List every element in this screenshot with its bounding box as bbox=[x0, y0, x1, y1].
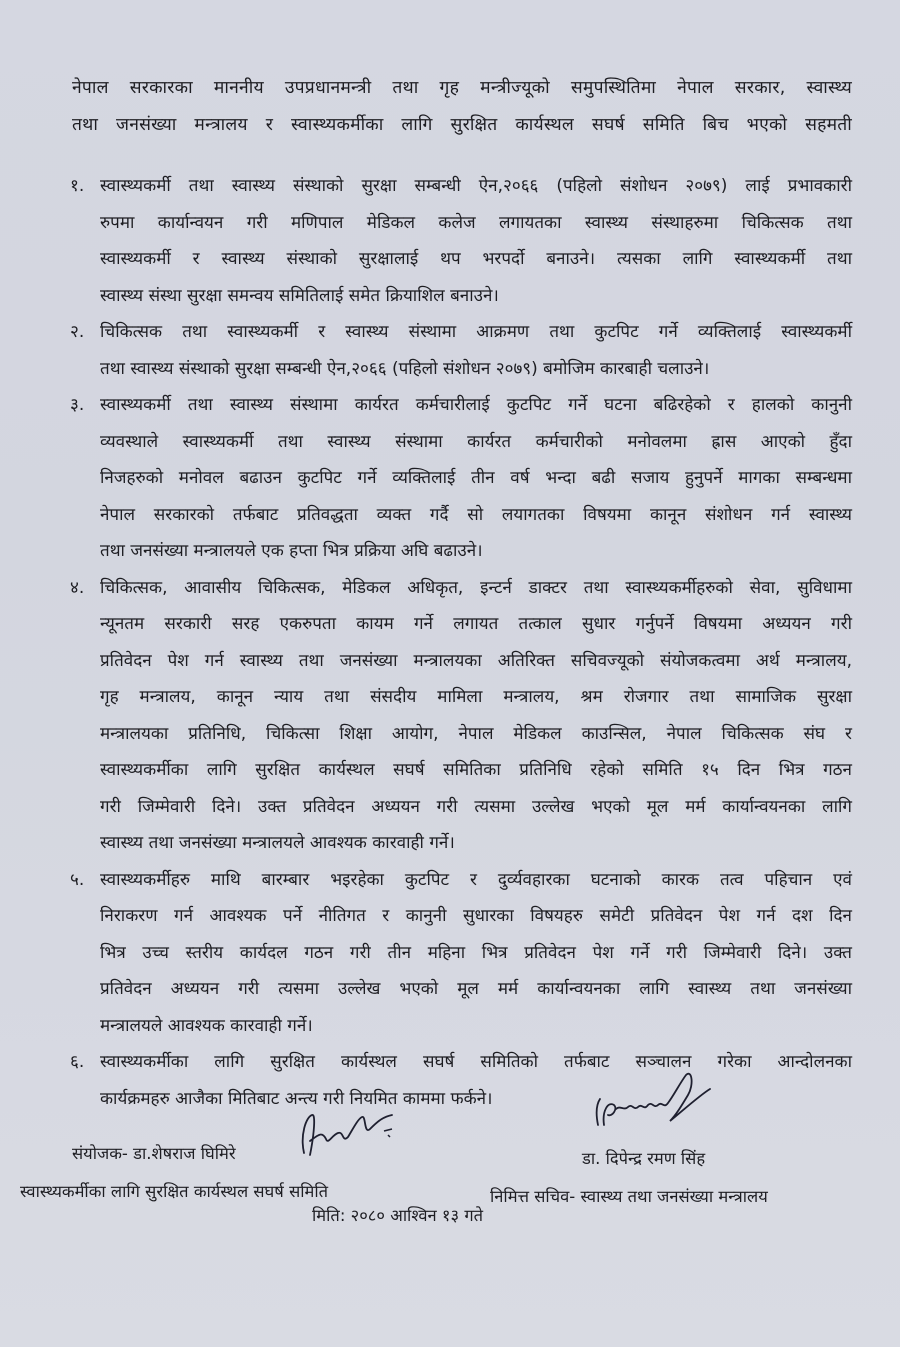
point-text-line: स्वास्थ्यकर्मी तथा स्वास्थ्य संस्थाको सुरक्षा सम्बन्धी ऐन,२०६६ (पहिलो संशोधन २०७९) लाई प्रभावकारी bbox=[100, 176, 852, 196]
point-text-line: निजहरुको मनोवल बढाउन कुटपिट गर्ने व्यक्तिलाई तीन वर्ष भन्दा बढी सजाय हुनुपर्ने मागका सम्बन्धमा bbox=[100, 468, 852, 488]
agreement-point bbox=[70, 314, 852, 387]
point-text bbox=[100, 1044, 852, 1117]
agreement-points bbox=[70, 168, 852, 1117]
signatory-right-org: निमित्त सचिव- स्वास्थ्य तथा जनसंख्या मन्त्रालय bbox=[490, 1187, 768, 1206]
point-number: २. bbox=[70, 322, 85, 342]
title-line-2: तथा जनसंख्या मन्त्रालय र स्वास्थ्यकर्मीका लागि सुरक्षित कार्यस्थल सघर्ष समिति बिच भएको सहमती bbox=[72, 115, 852, 135]
title-line-1: नेपाल सरकारका माननीय उपप्रधानमन्त्री तथा गृह मन्त्रीज्यूको समुपस्थितिमा नेपाल सरकार, स्वास्थ्य bbox=[72, 78, 852, 98]
point-text-line: स्वास्थ्यकर्मीका लागि सुरक्षित कार्यस्थल सघर्ष समितिको तर्फबाट सञ्चालन गरेका आन्दोलनका bbox=[100, 1052, 852, 1072]
point-text-line: तथा स्वास्थ्य संस्थाको सुरक्षा सम्बन्धी ऐन,२०६६ (पहिलो संशोधन २०७९) बमोजिम कारबाही चलाउने। bbox=[100, 358, 710, 379]
point-text-line: व्यवस्थाले स्वास्थ्यकर्मी तथा स्वास्थ्य संस्थामा कार्यरत कर्मचारीको मनोवलमा ह्रास आएको हुँदा bbox=[100, 431, 852, 452]
agreement-point bbox=[70, 387, 852, 570]
agreement-point bbox=[70, 862, 852, 1045]
point-text-line: प्रतिवेदन पेश गर्न स्वास्थ्य तथा जनसंख्या मन्त्रालयका अतिरिक्त सचिवज्यूको संयोजकत्वमा अर्थ मन्त्रालय, bbox=[100, 650, 852, 671]
point-text-line: नेपाल सरकारको तर्फबाट प्रतिवद्धता व्यक्त गर्दै सो लयागतका विषयमा कानून संशोधन गर्न स्वास्थ्य bbox=[100, 504, 852, 525]
point-text-line: चिकित्सक, आवासीय चिकित्सक, मेडिकल अधिकृत, इन्टर्न डाक्टर तथा स्वास्थ्यकर्मीहरुको सेवा, सुविधामा bbox=[100, 577, 852, 598]
point-text-line: स्वास्थ्यकर्मीका लागि सुरक्षित कार्यस्थल सघर्ष समितिका प्रतिनिधि रहेको समिति १५ दिन भित्र गठन bbox=[100, 760, 852, 780]
point-number: १. bbox=[70, 176, 85, 196]
signatory-right bbox=[490, 1140, 870, 1216]
point-text-line: स्वास्थ्यकर्मी तथा स्वास्थ्य संस्थामा कार्यरत कर्मचारीलाई कुटपिट गर्ने घटना बढिरहेको र हालको कानुनी bbox=[100, 395, 852, 415]
point-text-line: प्रतिवेदन अध्ययन गरी त्यसमा उल्लेख भएको मूल मर्म कार्यान्वयनका लागि स्वास्थ्य तथा जनसंख्या bbox=[100, 979, 852, 999]
point-text-line: स्वास्थ्य तथा जनसंख्या मन्त्रालयले आवश्यक कारवाही गर्ने। bbox=[100, 833, 455, 853]
signatory-left-org: स्वास्थ्यकर्मीका लागि सुरक्षित कार्यस्थल सघर्ष समिति bbox=[20, 1182, 329, 1201]
point-text-line: कार्यक्रमहरु आजैका मितिबाट अन्त्य गरी नियमित काममा फर्कने। bbox=[100, 1088, 493, 1109]
point-text-line: निराकरण गर्न आवश्यक पर्ने नीतिगत र कानुनी सुधारका विषयहरु समेटी प्रतिवेदन पेश गर्न दश दिन bbox=[100, 906, 852, 926]
agreement-point bbox=[70, 168, 852, 314]
point-text bbox=[100, 314, 852, 387]
point-text bbox=[100, 570, 852, 862]
document-date: मिति: २०८० आश्विन १३ गते bbox=[312, 1206, 484, 1225]
point-number: ३. bbox=[70, 395, 85, 415]
agreement-point bbox=[70, 1044, 852, 1117]
point-text bbox=[100, 387, 852, 570]
point-number: ५. bbox=[70, 869, 85, 890]
point-text-line: स्वास्थ्यकर्मी र स्वास्थ्य संस्थाको सुरक्षालाई थप भरपर्दो बनाउने। त्यसका लागि स्वास्थ्यकर्मी तथा bbox=[100, 249, 852, 269]
point-number: ४. bbox=[70, 577, 85, 598]
signature-right-icon bbox=[590, 1065, 720, 1135]
point-text-line: न्यूनतम सरकारी सरह एकरुपता कायम गर्ने लगायत तत्काल सुधार गर्नुपर्ने विषयमा अध्ययन गरी bbox=[100, 614, 852, 634]
point-text bbox=[100, 168, 852, 314]
signatory-left bbox=[20, 1135, 420, 1211]
signatory-left-name: संयोजक- डा.शेषराज घिमिरे bbox=[72, 1144, 236, 1163]
point-text-line: मन्त्रालयका प्रतिनिधि, चिकित्सा शिक्षा आयोग, नेपाल मेडिकल काउन्सिल, नेपाल चिकित्सक संघ र bbox=[100, 723, 852, 744]
point-text bbox=[100, 862, 852, 1045]
point-text-line: भित्र उच्च स्तरीय कार्यदल गठन गरी तीन महिना भित्र प्रतिवेदन पेश गर्ने गरी जिम्मेवारी दिने। उक्त bbox=[100, 942, 852, 963]
signatory-right-name: डा. दिपेन्द्र रमण सिंह bbox=[582, 1149, 706, 1168]
point-text-line: तथा जनसंख्या मन्त्रालयले एक हप्ता भित्र प्रक्रिया अघि बढाउने। bbox=[100, 541, 483, 561]
point-text-line: रुपमा कार्यान्वयन गरी मणिपाल मेडिकल कलेज लगायतका स्वास्थ्य संस्थाहरुमा चिकित्सक तथा bbox=[100, 212, 852, 233]
agreement-point bbox=[70, 570, 852, 862]
point-number: ६. bbox=[70, 1052, 85, 1072]
document-title bbox=[72, 70, 852, 144]
point-text-line: गृह मन्त्रालय, कानून न्याय तथा संसदीय मामिला मन्त्रालय, श्रम रोजगार तथा सामाजिक सुरक्षा bbox=[100, 687, 852, 707]
point-text-line: चिकित्सक तथा स्वास्थ्यकर्मी र स्वास्थ्य संस्थामा आक्रमण तथा कुटपिट गर्ने व्यक्तिलाई स्वास्थ्यकर्मी bbox=[100, 322, 852, 342]
point-text-line: स्वास्थ्यकर्मीहरु माथि बारम्बार भइरहेका कुटपिट र दुर्व्यवहारका घटनाको कारक तत्व पहिचान एवं bbox=[100, 869, 852, 890]
point-text-line: स्वास्थ्य संस्था सुरक्षा समन्वय समितिलाई समेत क्रियाशिल बनाउने। bbox=[100, 285, 499, 306]
point-text-line: गरी जिम्मेवारी दिने। उक्त प्रतिवेदन अध्ययन गरी त्यसमा उल्लेख भएको मूल मर्म कार्यान्वयनका लागि bbox=[100, 796, 852, 817]
point-text-line: मन्त्रालयले आवश्यक कारवाही गर्ने। bbox=[100, 1015, 313, 1036]
